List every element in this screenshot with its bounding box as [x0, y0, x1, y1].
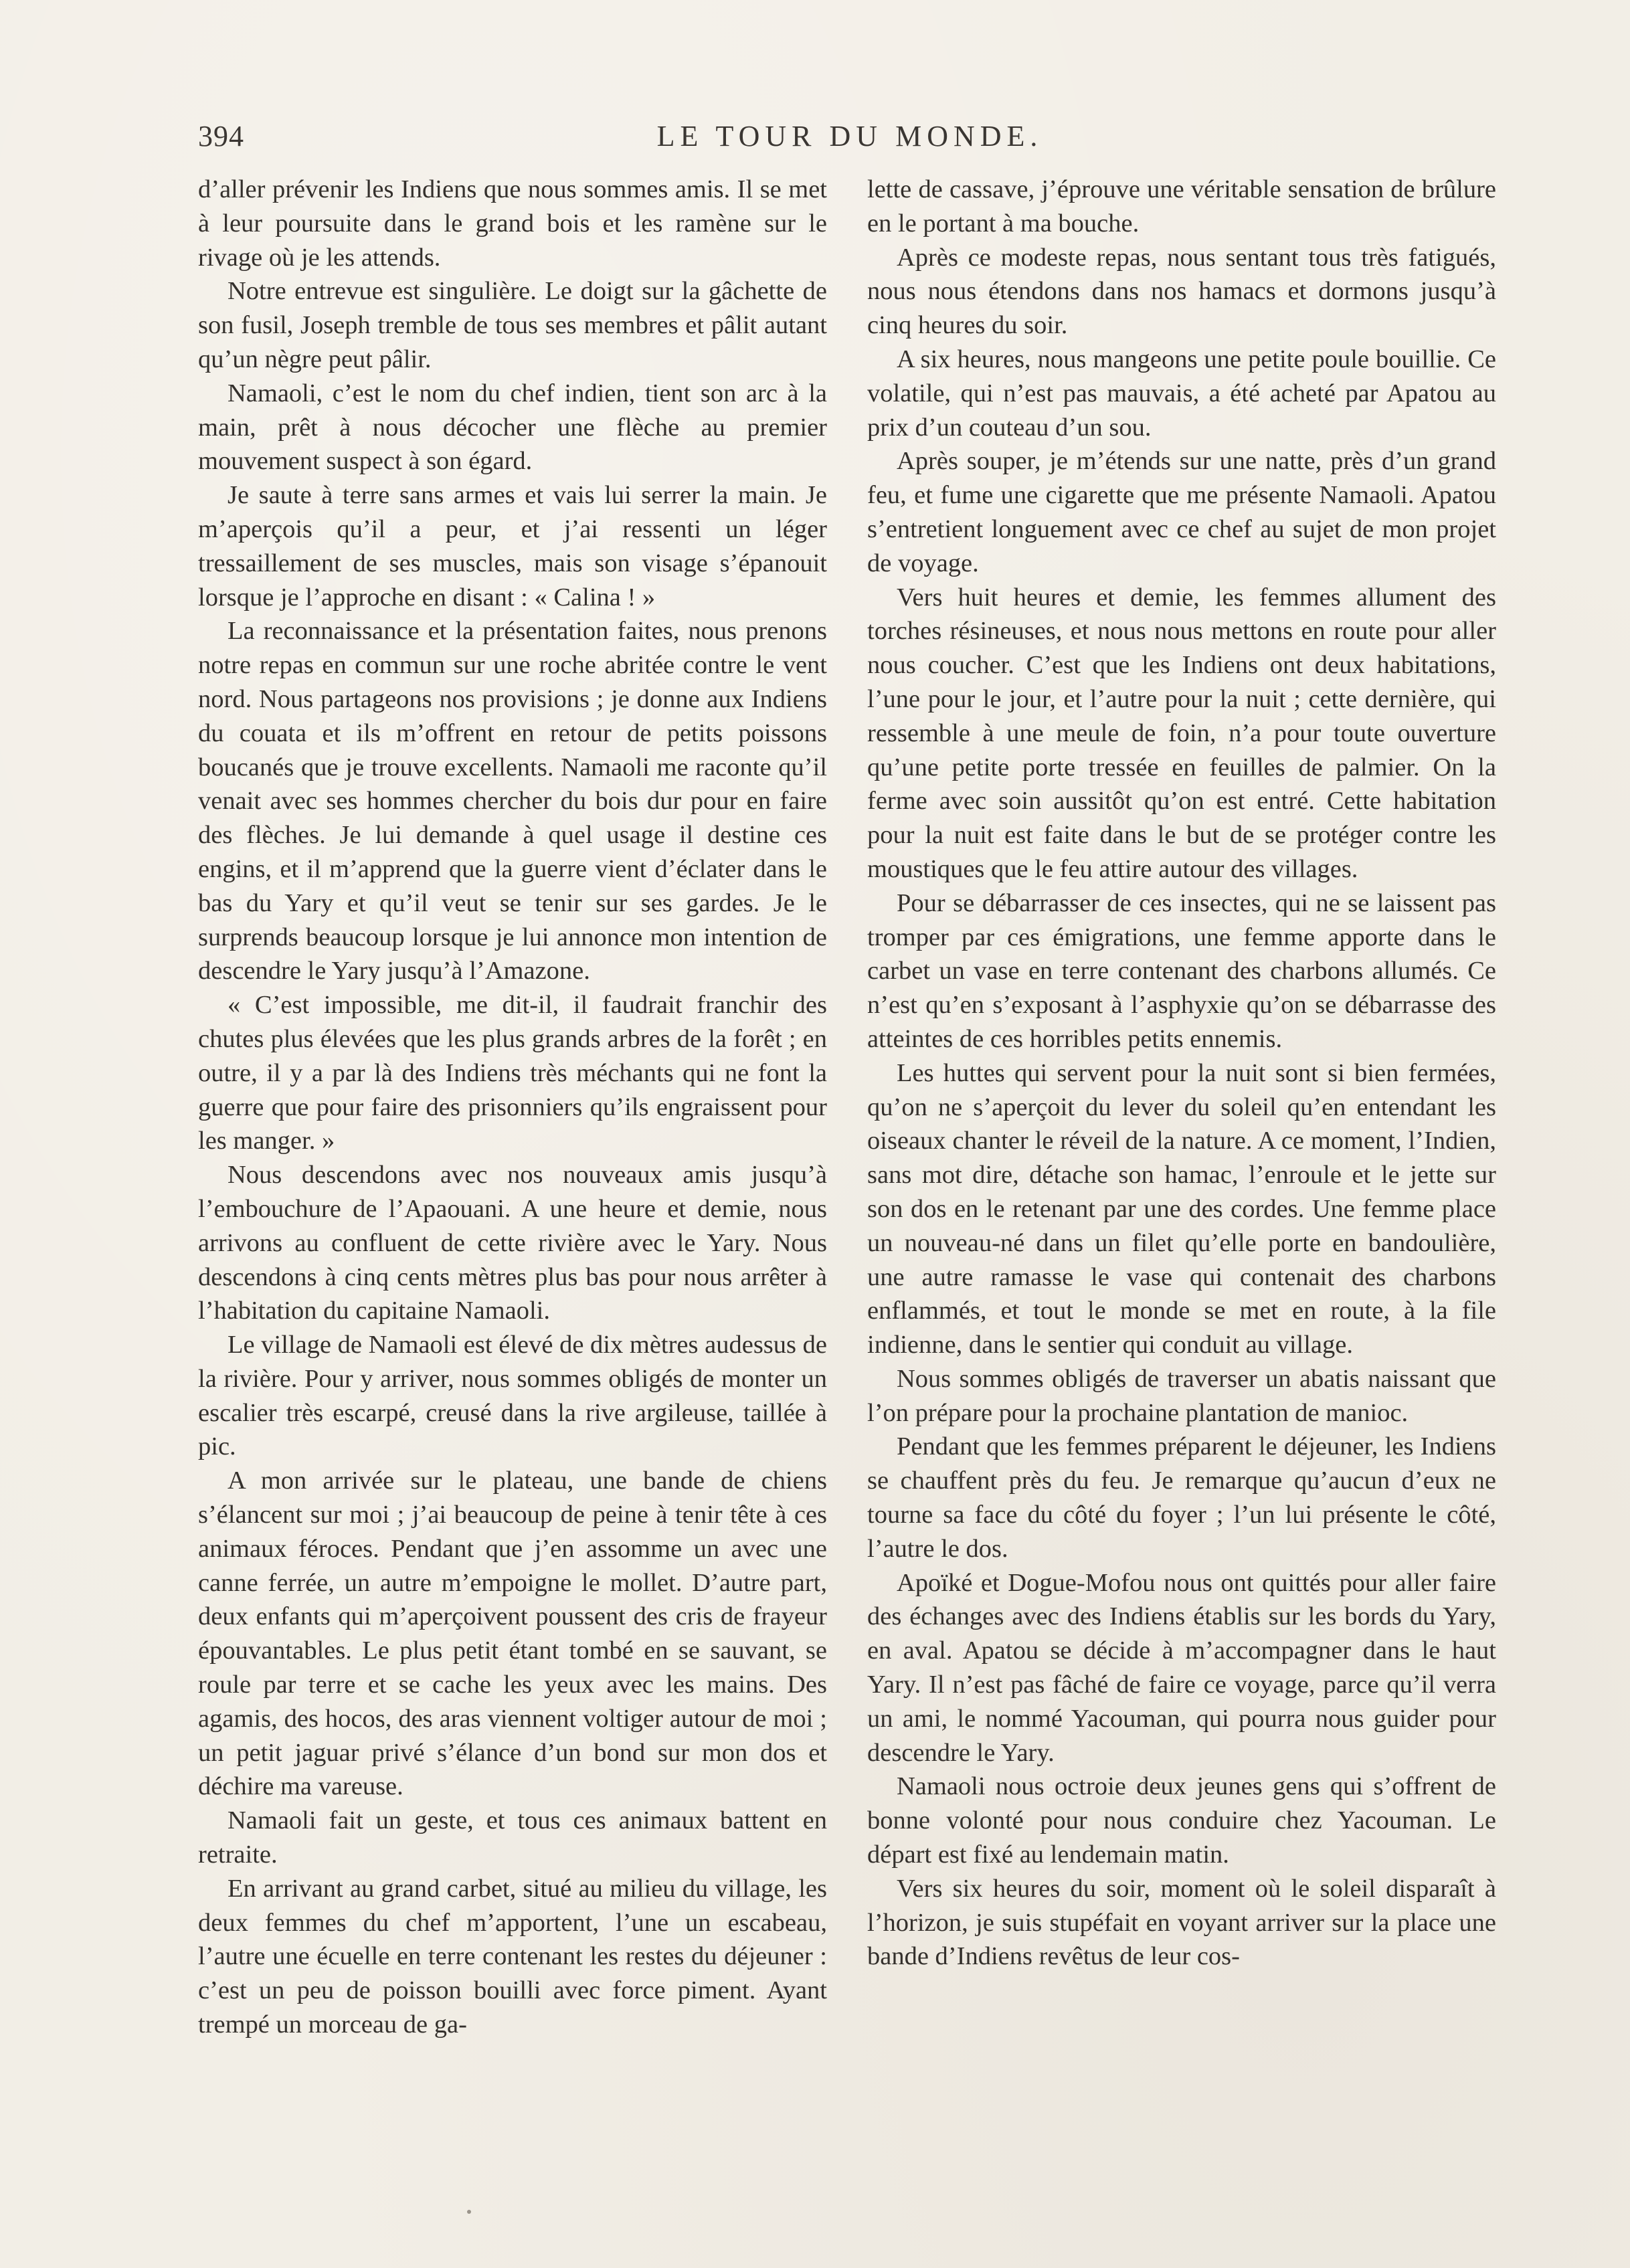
- paragraph: « C’est impossible, me dit-il, il faudrait franchir des chutes plus élevées que les plus grands arbres de la forêt ; en outre, il y a par là des Indiens très méchants qui ne font la guerre que pour faire des prisonniers qu’ils engraissent pour les manger. »: [198, 991, 827, 1155]
- paragraph: En arrivant au grand carbet, situé au milieu du village, les deux femmes du chef m’apportent, l’une un escabeau, l’autre une écuelle en terre contenant les restes du déjeuner : c’est un peu de poisson bouilli avec force piment. Ayant trempé un morceau de ga-: [198, 1874, 827, 2039]
- paragraph: Vers six heures du soir, moment où le soleil disparaît à l’horizon, je suis stupéfait en voyant arriver sur la place une bande d’Indiens revêtus de leur cos-: [867, 1874, 1496, 1971]
- paragraph: Apoïké et Dogue-Mofou nous ont quittés pour aller faire des échanges avec des Indiens établis sur les bords du Yary, en aval. Apatou se décide à m’accompagner dans le haut Yary. Il n’est pas fâché de faire ce voyage, parce qu’il verra un ami, le nommé Yacouman, qui pourra nous guider pour descendre le Yary.: [867, 1568, 1496, 1767]
- paragraph: Vers huit heures et demie, les femmes allument des torches résineuses, et nous nous mettons en route pour aller nous coucher. C’est que les Indiens ont deux habitations, l’une pour le jour, et l’autre pour la nuit ; cette dernière, qui ressemble à une meule de foin, n’a pour toute ouverture qu’une petite porte tressée en feuilles de palmier. On la ferme avec soin aussitôt qu’on est entré. Cette habitation pour la nuit est faite dans le but de se protéger contre les moustiques que le feu attire autour des villages.: [867, 583, 1496, 883]
- paragraph: Pour se débarrasser de ces insectes, qui ne se laissent pas tromper par ces émigrations, une femme apporte dans le carbet un vase en terre contenant des charbons allumés. Ce n’est qu’en s’exposant à l’asphyxie qu’on se débarrasse des atteintes de ces horribles petits ennemis.: [867, 888, 1496, 1053]
- left-column: [198, 173, 827, 2042]
- paragraph: Namaoli fait un geste, et tous ces animaux battent en retraite.: [198, 1806, 827, 1869]
- paragraph: Namaoli nous octroie deux jeunes gens qui s’offrent de bonne volonté pour nous conduire chez Yacouman. Le départ est fixé au lendemain matin.: [867, 1772, 1496, 1869]
- paragraph: A six heures, nous mangeons une petite poule bouillie. Ce volatile, qui n’est pas mauvais, a été acheté par Apatou au prix d’un couteau d’un sou.: [867, 345, 1496, 442]
- paragraph: Les huttes qui servent pour la nuit sont si bien fermées, qu’on ne s’aperçoit du lever du soleil qu’en entendant les oiseaux chanter le réveil de la nature. A ce moment, l’Indien, sans mot dire, détache son hamac, l’enroule et le jette sur son dos en le retenant par une des cordes. Une femme place un nouveau-né dans un filet qu’elle porte en bandoulière, une autre ramasse le vase qui contenait des charbons enflammés, et tout le monde se met en route, à la file indienne, dans le sentier qui conduit au village.: [867, 1058, 1496, 1359]
- paragraph: A mon arrivée sur le plateau, une bande de chiens s’élancent sur moi ; j’ai beaucoup de peine à tenir tête à ces animaux féroces. Pendant que j’en assomme un avec une canne ferrée, un autre m’empoigne le mollet. D’autre part, deux enfants qui m’aperçoivent poussent des cris de frayeur épouvantables. Le plus petit étant tombé en se sauvant, se roule par terre et se cache les yeux avec les mains. Des agamis, des hocos, des aras viennent voltiger autour de moi ; un petit jaguar privé s’élance d’un bond sur mon dos et déchire ma vareuse.: [198, 1467, 827, 1801]
- paragraph: Je saute à terre sans armes et vais lui serrer la main. Je m’aperçois qu’il a peur, et j’ai ressenti un léger tressaillement de ses muscles, mais son visage s’épanouit lorsque je l’approche en disant : « Calina ! »: [198, 481, 827, 611]
- paragraph: Nous descendons avec nos nouveaux amis jusqu’à l’embouchure de l’Apaouani. A une heure et demie, nous arrivons au confluent de cette rivière avec le Yary. Nous descendons à cinq cents mètres plus bas pour nous arrêter à l’habitation du capitaine Namaoli.: [198, 1161, 827, 1325]
- right-column: [867, 173, 1496, 1974]
- running-title: LE TOUR DU MONDE.: [656, 120, 1043, 153]
- paragraph: Après souper, je m’étends sur une natte, près d’un grand feu, et fume une cigarette que me présente Namaoli. Apatou s’entretient longuement avec ce chef au sujet de mon projet de voyage.: [867, 447, 1496, 577]
- paragraph: lette de cassave, j’éprouve une véritable sensation de brûlure en le portant à ma bouche.: [867, 175, 1496, 238]
- paragraph: d’aller prévenir les Indiens que nous sommes amis. Il se met à leur poursuite dans le grand bois et les ramène sur le rivage où je les attends.: [198, 175, 827, 272]
- page-header: [198, 119, 1502, 166]
- paragraph: Namaoli, c’est le nom du chef indien, tient son arc à la main, prêt à nous décocher une flèche au premier mouvement suspect à son égard.: [198, 379, 827, 476]
- paragraph: Pendant que les femmes préparent le déjeuner, les Indiens se chauffent près du feu. Je remarque qu’aucun d’eux ne tourne sa face du côté du foyer ; l’un lui présente le côté, l’autre le dos.: [867, 1432, 1496, 1563]
- page-number: 394: [198, 120, 244, 153]
- paragraph: La reconnaissance et la présentation faites, nous prenons notre repas en commun sur une roche abritée contre le vent nord. Nous partageons nos provisions ; je donne aux Indiens du couata et ils m’offrent en retour de petits poissons boucanés que je trouve excellents. Namaoli me raconte qu’il venait avec ses hommes chercher du bois dur pour en faire des flèches. Je lui demande à quel usage il destine ces engins, et il m’apprend que la guerre vient d’éclater dans le bas du Yary et qu’il veut se tenir sur ses gardes. Je le surprends beaucoup lorsque je lui annonce mon intention de descendre le Yary jusqu’à l’Amazone.: [198, 617, 827, 985]
- paragraph: Après ce modeste repas, nous sentant tous très fatigués, nous nous étendons dans nos hamacs et dormons jusqu’à cinq heures du soir.: [867, 243, 1496, 340]
- paragraph: Le village de Namaoli est élevé de dix mètres audessus de la rivière. Pour y arriver, nous sommes obligés de monter un escalier très escarpé, creusé dans la rive argileuse, taillée à pic.: [198, 1331, 827, 1461]
- paragraph: Nous sommes obligés de traverser un abatis naissant que l’on prépare pour la prochaine plantation de manioc.: [867, 1364, 1496, 1427]
- paper-speck: [467, 2210, 471, 2214]
- paragraph: Notre entrevue est singulière. Le doigt sur la gâchette de son fusil, Joseph tremble de tous ses membres et pâlit autant qu’un nègre peut pâlir.: [198, 277, 827, 373]
